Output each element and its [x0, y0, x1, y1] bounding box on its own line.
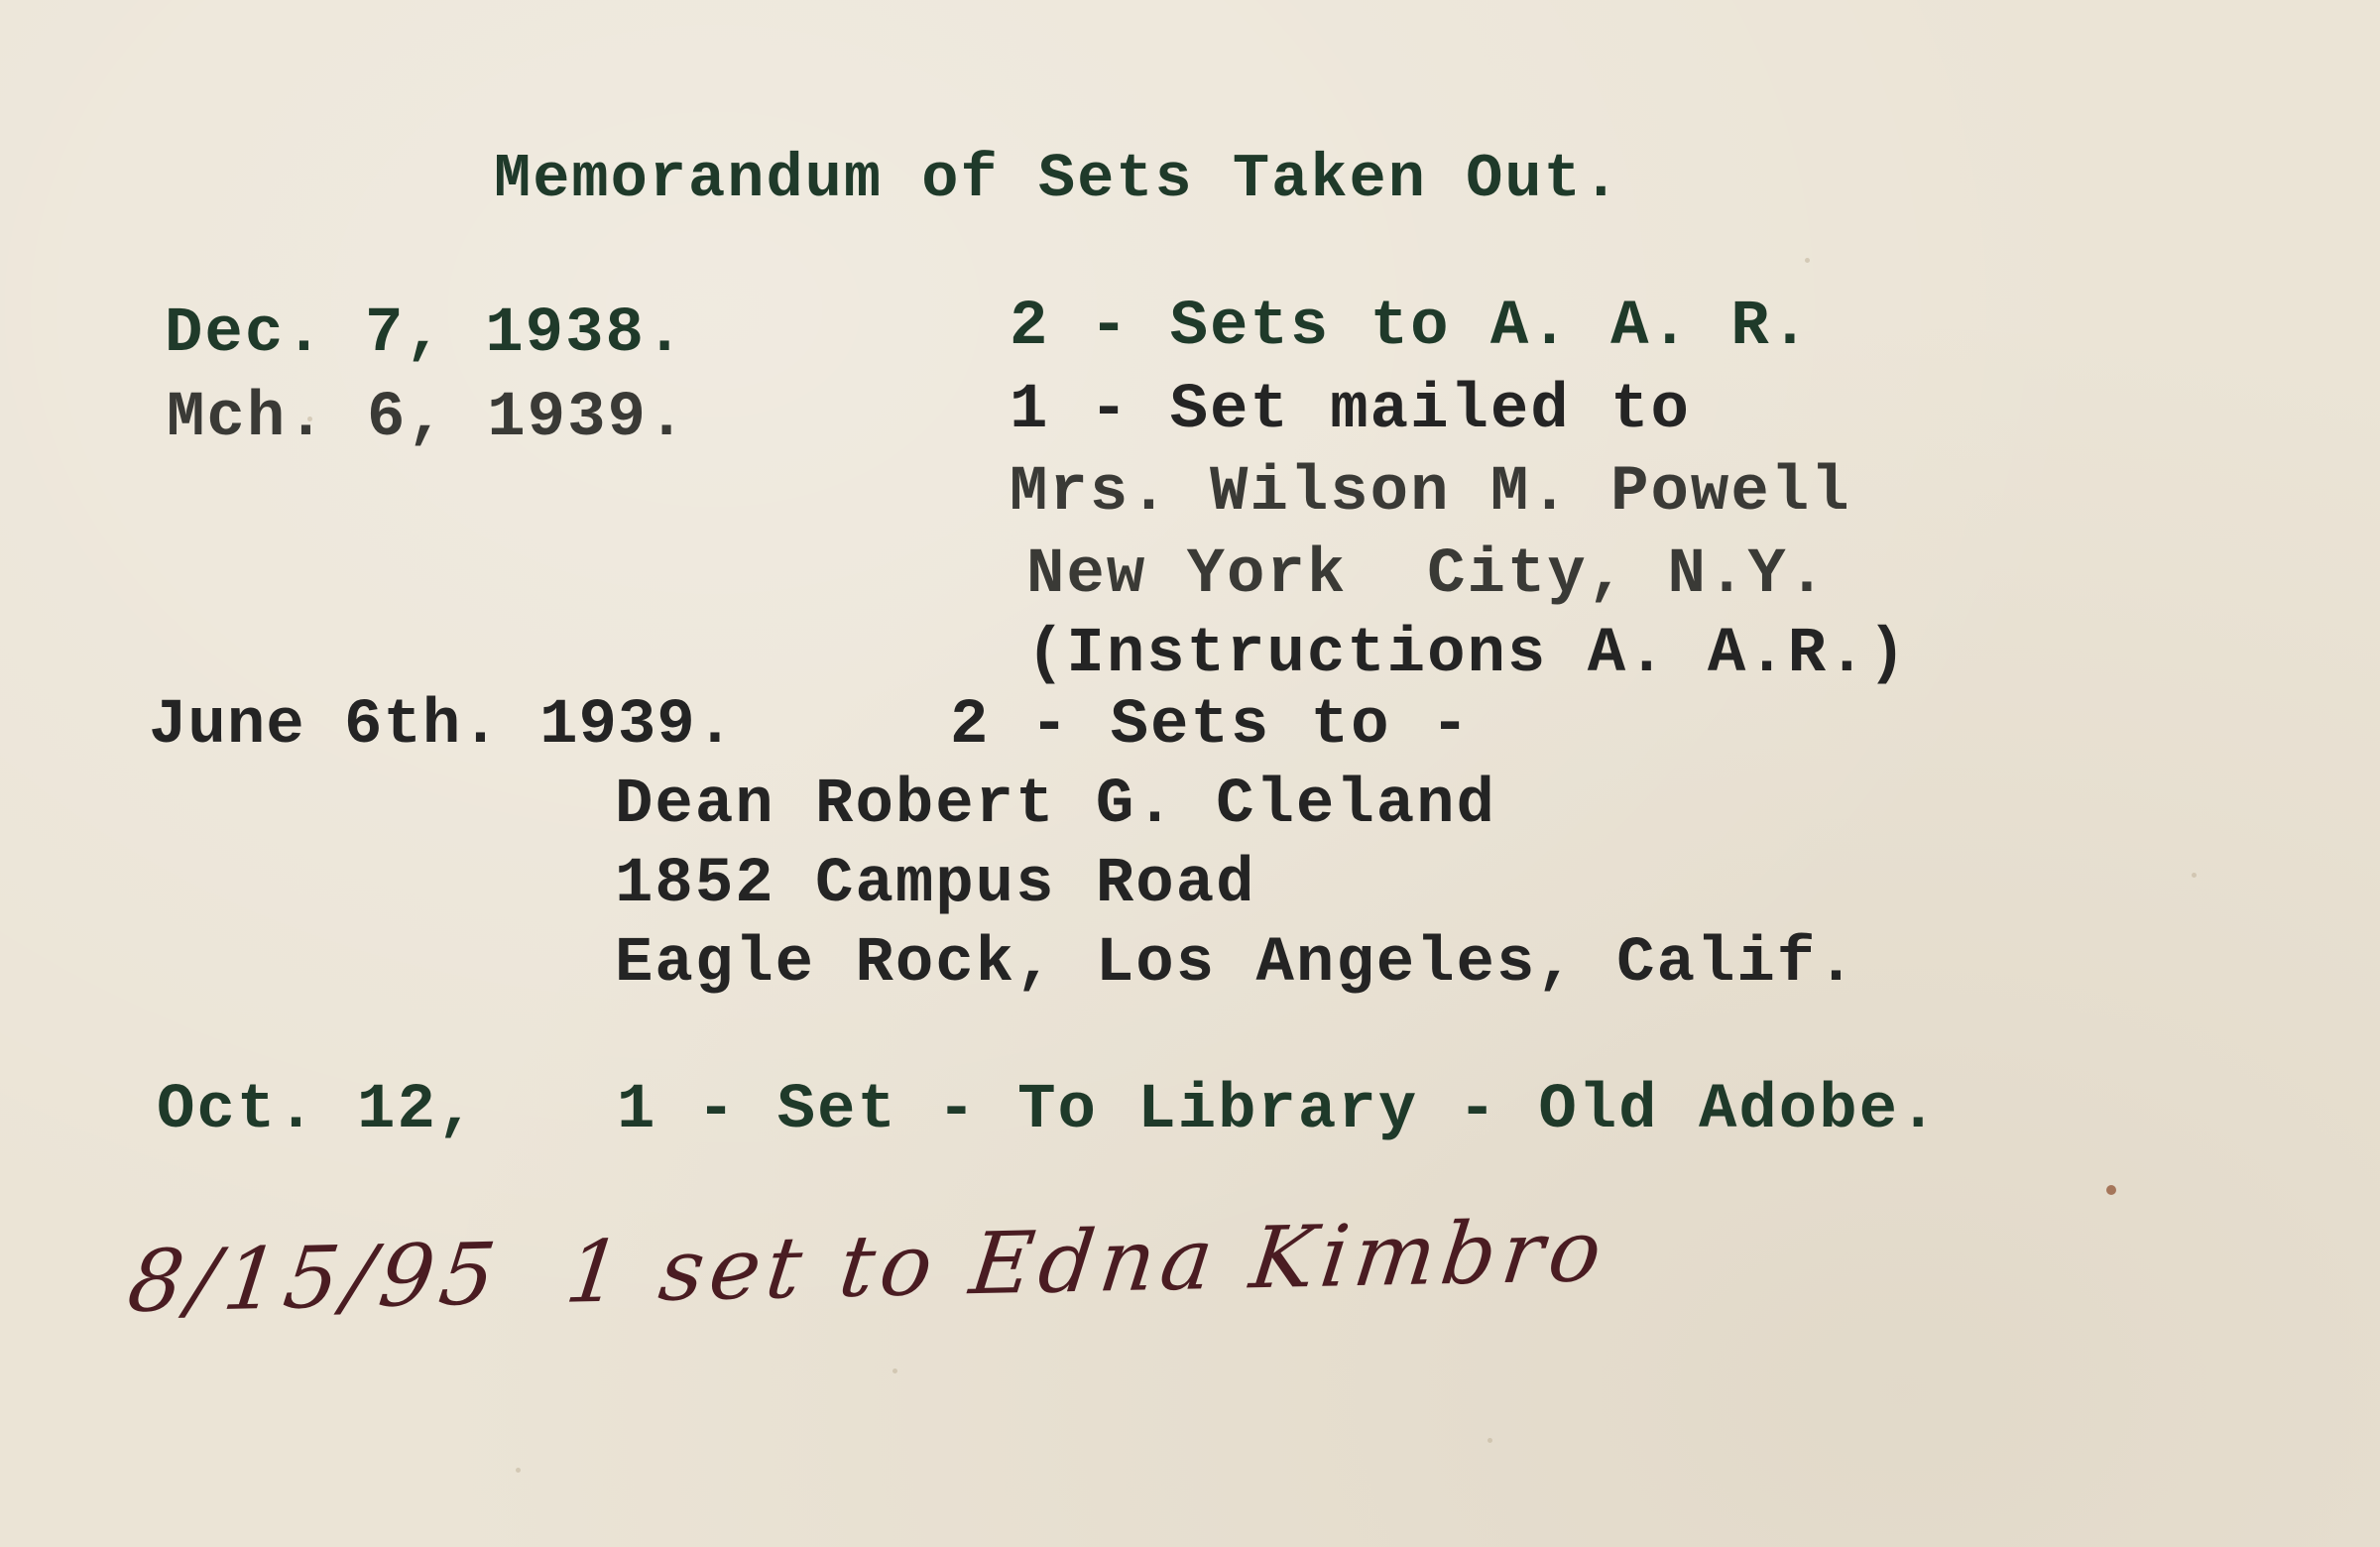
paper-speck	[892, 1368, 897, 1373]
entry-line: (Instructions A. A.R.)	[1026, 619, 1908, 690]
entry-line: 2 - Sets to -	[950, 690, 1472, 762]
entry-date: Dec. 7, 1938.	[165, 298, 686, 370]
entry-line: New York City, N.Y.	[1026, 539, 1829, 611]
entry-line: 1 - Set - To Library - Old Adobe.	[617, 1075, 1940, 1146]
entry-date: June 6th. 1939.	[149, 690, 736, 762]
paper-speck	[2192, 873, 2197, 878]
paper-speck	[1805, 258, 1810, 263]
address-line: Dean Robert G. Cleland	[615, 770, 1496, 841]
address-line: 1852 Campus Road	[615, 849, 1256, 920]
address-line: Eagle Rock, Los Angeles, Calif.	[615, 928, 1857, 1000]
entry-date: Oct. 12,	[157, 1075, 478, 1146]
ink-stain	[2106, 1185, 2116, 1195]
entry-date: Mch. 6, 1939.	[167, 383, 688, 454]
entry-line: 1 - Set mailed to	[1010, 375, 1691, 446]
entry-line: 2 - Sets to A. A. R.	[1010, 292, 1812, 363]
paper-speck	[1488, 1438, 1492, 1443]
handwritten-note: 8/15/95 1 set to Edna Kimbro	[123, 1201, 1612, 1332]
entry-line: Mrs. Wilson M. Powell	[1010, 457, 1851, 529]
paper-speck	[516, 1468, 521, 1473]
memo-title: Memorandum of Sets Taken Out.	[494, 144, 1621, 214]
